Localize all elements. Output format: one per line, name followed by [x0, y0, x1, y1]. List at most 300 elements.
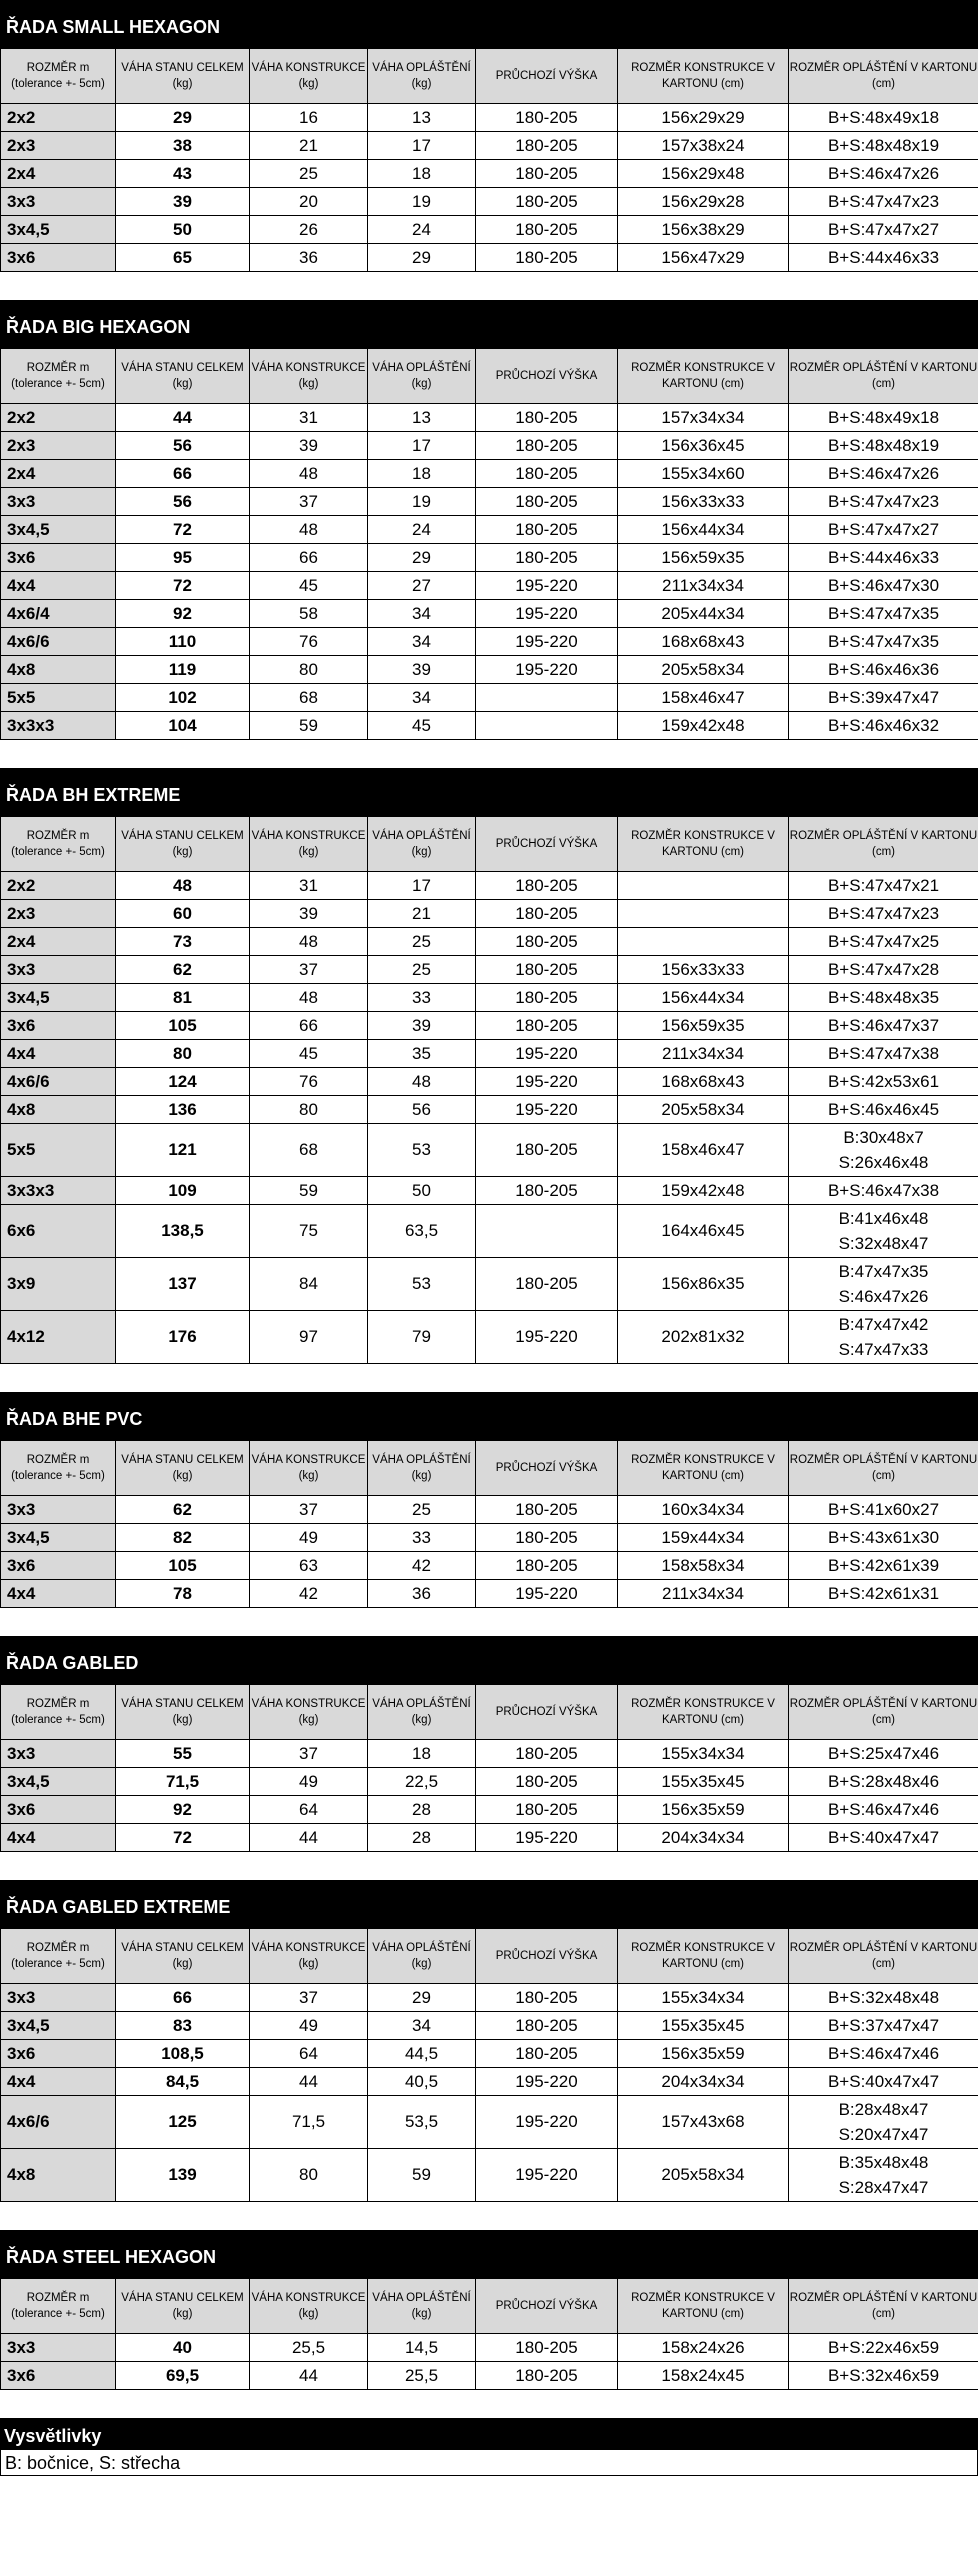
total-weight-cell: 81 [116, 984, 250, 1012]
cover-box-cell: B+S:47x47x23 [789, 188, 978, 216]
header-total-weight: VÁHA STANU CELKEM (kg) [116, 2279, 250, 2334]
table-row [1, 656, 978, 684]
header-height: PRŮCHOZÍ VÝŠKA [476, 1441, 618, 1496]
cover-box-line-sides: B:30x48x7 [843, 1128, 924, 1147]
header-cover-box: ROZMĚR OPLÁŠTĚNÍ V KARTONU (cm) [789, 1929, 978, 1984]
height-cell: 180-205 [476, 244, 618, 272]
total-weight-cell: 50 [116, 216, 250, 244]
table-row [1, 1068, 978, 1096]
cover-box-line-roof: S:28x47x47 [838, 2178, 929, 2197]
cover-box-cell: B+S:48x48x35 [789, 984, 978, 1012]
cover-weight-cell: 17 [368, 432, 476, 460]
frame-weight-cell: 44 [250, 2068, 368, 2096]
size-cell: 4x8 [1, 1096, 116, 1124]
size-cell: 3x3 [1, 1496, 116, 1524]
cover-weight-cell: 53 [368, 1258, 476, 1311]
frame-weight-cell: 84 [250, 1258, 368, 1311]
total-weight-cell: 109 [116, 1177, 250, 1205]
frame-box-cell: 156x29x29 [618, 104, 789, 132]
height-cell: 180-205 [476, 544, 618, 572]
height-cell: 195-220 [476, 628, 618, 656]
section-title: ŘADA GABLED [0, 1636, 978, 1684]
cover-box-cell: B+S:47x47x21 [789, 872, 978, 900]
header-cover-weight: VÁHA OPLÁŠTĚNÍ (kg) [368, 1441, 476, 1496]
header-height: PRŮCHOZÍ VÝŠKA [476, 49, 618, 104]
cover-box-cell: B+S:46x47x26 [789, 160, 978, 188]
header-row [1, 2279, 978, 2334]
cover-weight-cell: 29 [368, 544, 476, 572]
header-row [1, 49, 978, 104]
table-row [1, 1740, 978, 1768]
table-row [1, 2068, 978, 2096]
header-cover-weight: VÁHA OPLÁŠTĚNÍ (kg) [368, 49, 476, 104]
cover-box-cell: B+S:44x46x33 [789, 544, 978, 572]
header-total-weight: VÁHA STANU CELKEM (kg) [116, 817, 250, 872]
frame-weight-cell: 76 [250, 628, 368, 656]
table-row [1, 1258, 978, 1311]
header-row [1, 1685, 978, 1740]
total-weight-cell: 82 [116, 1524, 250, 1552]
cover-weight-cell: 34 [368, 684, 476, 712]
cover-weight-cell: 56 [368, 1096, 476, 1124]
frame-weight-cell: 36 [250, 244, 368, 272]
frame-box-cell [618, 900, 789, 928]
spec-table [0, 1684, 978, 1852]
frame-box-cell: 202x81x32 [618, 1311, 789, 1364]
cover-weight-cell: 53 [368, 1124, 476, 1177]
frame-weight-cell: 80 [250, 2149, 368, 2202]
cover-box-cell: B+S:46x46x36 [789, 656, 978, 684]
frame-box-cell: 156x44x34 [618, 516, 789, 544]
cover-box-cell: B+S:22x46x59 [789, 2334, 978, 2362]
table-row [1, 160, 978, 188]
frame-box-cell: 156x59x35 [618, 1012, 789, 1040]
frame-box-cell: 158x46x47 [618, 684, 789, 712]
frame-box-cell: 155x34x60 [618, 460, 789, 488]
cover-box-cell: B+S:43x61x30 [789, 1524, 978, 1552]
header-cover-weight: VÁHA OPLÁŠTĚNÍ (kg) [368, 349, 476, 404]
size-cell: 3x6 [1, 1796, 116, 1824]
cover-weight-cell: 17 [368, 132, 476, 160]
table-row [1, 1824, 978, 1852]
cover-box-cell: B+S:46x47x30 [789, 572, 978, 600]
frame-box-cell: 158x24x26 [618, 2334, 789, 2362]
header-row [1, 1441, 978, 1496]
cover-box-cell: B+S:46x46x32 [789, 712, 978, 740]
frame-box-cell: 160x34x34 [618, 1496, 789, 1524]
table-row [1, 1096, 978, 1124]
table-row [1, 544, 978, 572]
header-height: PRŮCHOZÍ VÝŠKA [476, 2279, 618, 2334]
table-row [1, 2149, 978, 2202]
size-cell: 4x6/6 [1, 628, 116, 656]
size-cell: 3x4,5 [1, 516, 116, 544]
frame-weight-cell: 26 [250, 216, 368, 244]
header-cover-box: ROZMĚR OPLÁŠTĚNÍ V KARTONU (cm) [789, 49, 978, 104]
legend [0, 2418, 978, 2476]
cover-box-cell: B+S:46x47x46 [789, 1796, 978, 1824]
frame-box-cell: 157x38x24 [618, 132, 789, 160]
frame-weight-cell: 58 [250, 600, 368, 628]
cover-box-cell: B+S:47x47x28 [789, 956, 978, 984]
header-frame-box: ROZMĚR KONSTRUKCE V KARTONU (cm) [618, 817, 789, 872]
total-weight-cell: 66 [116, 460, 250, 488]
total-weight-cell: 92 [116, 600, 250, 628]
cover-box-cell: B+S:40x47x47 [789, 2068, 978, 2096]
frame-weight-cell: 63 [250, 1552, 368, 1580]
height-cell: 195-220 [476, 1040, 618, 1068]
frame-weight-cell: 39 [250, 432, 368, 460]
cover-box-cell: B+S:47x47x27 [789, 216, 978, 244]
cover-weight-cell: 45 [368, 712, 476, 740]
cover-box-cell: B+S:32x48x48 [789, 1984, 978, 2012]
total-weight-cell: 105 [116, 1552, 250, 1580]
total-weight-cell: 137 [116, 1258, 250, 1311]
frame-box-cell: 156x47x29 [618, 244, 789, 272]
total-weight-cell: 44 [116, 404, 250, 432]
header-row [1, 817, 978, 872]
table-row [1, 2040, 978, 2068]
frame-weight-cell: 45 [250, 1040, 368, 1068]
total-weight-cell: 62 [116, 1496, 250, 1524]
cover-box-cell: B+S:48x49x18 [789, 404, 978, 432]
frame-box-cell: 156x35x59 [618, 2040, 789, 2068]
frame-weight-cell: 37 [250, 1496, 368, 1524]
size-cell: 3x3 [1, 188, 116, 216]
height-cell: 180-205 [476, 1496, 618, 1524]
frame-weight-cell: 48 [250, 928, 368, 956]
frame-box-cell: 204x34x34 [618, 1824, 789, 1852]
frame-box-cell: 156x33x33 [618, 488, 789, 516]
frame-weight-cell: 80 [250, 656, 368, 684]
total-weight-cell: 110 [116, 628, 250, 656]
header-cover-weight: VÁHA OPLÁŠTĚNÍ (kg) [368, 1685, 476, 1740]
frame-weight-cell: 21 [250, 132, 368, 160]
section [0, 300, 978, 740]
frame-weight-cell: 20 [250, 188, 368, 216]
table-row [1, 1552, 978, 1580]
size-cell: 2x2 [1, 404, 116, 432]
cover-weight-cell: 18 [368, 160, 476, 188]
spec-table [0, 816, 978, 1364]
frame-box-cell: 205x58x34 [618, 1096, 789, 1124]
size-cell: 4x8 [1, 656, 116, 684]
cover-box-line-roof: S:32x48x47 [838, 1234, 929, 1253]
frame-box-cell: 211x34x34 [618, 1040, 789, 1068]
size-cell: 3x6 [1, 544, 116, 572]
table-row [1, 2096, 978, 2149]
header-cover-box: ROZMĚR OPLÁŠTĚNÍ V KARTONU (cm) [789, 349, 978, 404]
header-size: ROZMĚR m (tolerance +- 5cm) [1, 1441, 116, 1496]
table-row [1, 2362, 978, 2390]
cover-weight-cell: 25 [368, 956, 476, 984]
frame-weight-cell: 66 [250, 1012, 368, 1040]
height-cell: 195-220 [476, 1580, 618, 1608]
cover-box-cell: B+S:46x46x45 [789, 1096, 978, 1124]
section-title: ŘADA BHE PVC [0, 1392, 978, 1440]
frame-weight-cell: 48 [250, 984, 368, 1012]
cover-weight-cell: 27 [368, 572, 476, 600]
cover-weight-cell: 36 [368, 1580, 476, 1608]
frame-box-cell [618, 872, 789, 900]
size-cell: 4x4 [1, 1040, 116, 1068]
frame-box-cell: 157x43x68 [618, 2096, 789, 2149]
total-weight-cell: 72 [116, 516, 250, 544]
frame-box-cell: 156x29x48 [618, 160, 789, 188]
size-cell: 4x6/4 [1, 600, 116, 628]
header-frame-weight: VÁHA KONSTRUKCE (kg) [250, 817, 368, 872]
size-cell: 3x3 [1, 956, 116, 984]
cover-box-cell: B+S:47x47x35 [789, 600, 978, 628]
cover-box-line-roof: S:46x47x26 [838, 1287, 929, 1306]
frame-box-cell: 157x34x34 [618, 404, 789, 432]
cover-box-line-sides: B:41x46x48 [838, 1209, 929, 1228]
total-weight-cell: 136 [116, 1096, 250, 1124]
height-cell: 180-205 [476, 1768, 618, 1796]
total-weight-cell: 80 [116, 1040, 250, 1068]
cover-box-line-roof: S:26x46x48 [838, 1153, 929, 1172]
header-height: PRŮCHOZÍ VÝŠKA [476, 1929, 618, 1984]
total-weight-cell: 108,5 [116, 2040, 250, 2068]
cover-weight-cell: 19 [368, 188, 476, 216]
frame-box-cell: 168x68x43 [618, 628, 789, 656]
cover-box-cell: B+S:39x47x47 [789, 684, 978, 712]
size-cell: 2x3 [1, 132, 116, 160]
frame-weight-cell: 45 [250, 572, 368, 600]
cover-box-cell: B+S:48x48x19 [789, 132, 978, 160]
frame-weight-cell: 68 [250, 684, 368, 712]
header-cover-weight: VÁHA OPLÁŠTĚNÍ (kg) [368, 2279, 476, 2334]
frame-weight-cell: 68 [250, 1124, 368, 1177]
frame-box-cell: 159x42x48 [618, 1177, 789, 1205]
section [0, 1636, 978, 1852]
cover-weight-cell: 29 [368, 244, 476, 272]
frame-weight-cell: 48 [250, 460, 368, 488]
table-row [1, 460, 978, 488]
header-row [1, 1929, 978, 1984]
section [0, 1392, 978, 1608]
size-cell: 3x4,5 [1, 1768, 116, 1796]
size-cell: 4x12 [1, 1311, 116, 1364]
header-size: ROZMĚR m (tolerance +- 5cm) [1, 2279, 116, 2334]
header-size: ROZMĚR m (tolerance +- 5cm) [1, 349, 116, 404]
frame-box-cell: 156x86x35 [618, 1258, 789, 1311]
cover-weight-cell: 25 [368, 1496, 476, 1524]
frame-weight-cell: 97 [250, 1311, 368, 1364]
height-cell: 195-220 [476, 2068, 618, 2096]
cover-weight-cell: 19 [368, 488, 476, 516]
total-weight-cell: 43 [116, 160, 250, 188]
frame-weight-cell: 44 [250, 2362, 368, 2390]
frame-weight-cell: 75 [250, 1205, 368, 1258]
height-cell: 180-205 [476, 2012, 618, 2040]
cover-weight-cell: 28 [368, 1824, 476, 1852]
frame-weight-cell: 25 [250, 160, 368, 188]
cover-box-cell: B+S:41x60x27 [789, 1496, 978, 1524]
header-cover-box: ROZMĚR OPLÁŠTĚNÍ V KARTONU (cm) [789, 817, 978, 872]
frame-weight-cell: 39 [250, 900, 368, 928]
total-weight-cell: 38 [116, 132, 250, 160]
frame-box-cell: 155x35x45 [618, 2012, 789, 2040]
cover-box-cell: B+S:47x47x23 [789, 900, 978, 928]
height-cell: 180-205 [476, 1552, 618, 1580]
size-cell: 2x3 [1, 432, 116, 460]
frame-box-cell: 156x44x34 [618, 984, 789, 1012]
table-row [1, 1984, 978, 2012]
cover-weight-cell: 42 [368, 1552, 476, 1580]
cover-weight-cell: 34 [368, 2012, 476, 2040]
table-row [1, 516, 978, 544]
size-cell: 5x5 [1, 684, 116, 712]
height-cell: 180-205 [476, 216, 618, 244]
table-row [1, 488, 978, 516]
cover-weight-cell: 39 [368, 656, 476, 684]
cover-weight-cell: 29 [368, 1984, 476, 2012]
table-row [1, 984, 978, 1012]
frame-weight-cell: 37 [250, 956, 368, 984]
size-cell: 3x4,5 [1, 2012, 116, 2040]
header-total-weight: VÁHA STANU CELKEM (kg) [116, 349, 250, 404]
cover-weight-cell: 40,5 [368, 2068, 476, 2096]
size-cell: 3x4,5 [1, 216, 116, 244]
frame-weight-cell: 25,5 [250, 2334, 368, 2362]
height-cell [476, 1205, 618, 1258]
cover-box-cell: B+S:37x47x47 [789, 2012, 978, 2040]
height-cell: 180-205 [476, 1796, 618, 1824]
table-row [1, 928, 978, 956]
cover-weight-cell: 25,5 [368, 2362, 476, 2390]
total-weight-cell: 138,5 [116, 1205, 250, 1258]
height-cell: 180-205 [476, 928, 618, 956]
frame-box-cell: 211x34x34 [618, 572, 789, 600]
height-cell: 180-205 [476, 2040, 618, 2068]
total-weight-cell: 73 [116, 928, 250, 956]
header-frame-weight: VÁHA KONSTRUKCE (kg) [250, 1929, 368, 1984]
cover-box-cell: B+S:46x47x37 [789, 1012, 978, 1040]
table-row [1, 216, 978, 244]
total-weight-cell: 102 [116, 684, 250, 712]
frame-box-cell: 158x58x34 [618, 1552, 789, 1580]
cover-box-line-sides: B:35x48x48 [838, 2153, 929, 2172]
size-cell: 2x3 [1, 900, 116, 928]
frame-weight-cell: 37 [250, 488, 368, 516]
frame-weight-cell: 31 [250, 872, 368, 900]
frame-box-cell: 158x24x45 [618, 2362, 789, 2390]
table-row [1, 900, 978, 928]
cover-box-cell: B+S:46x47x46 [789, 2040, 978, 2068]
cover-weight-cell: 35 [368, 1040, 476, 1068]
legend-title: Vysvětlivky [0, 2418, 978, 2450]
frame-box-cell: 168x68x43 [618, 1068, 789, 1096]
height-cell: 180-205 [476, 872, 618, 900]
cover-weight-cell: 33 [368, 984, 476, 1012]
cover-weight-cell: 18 [368, 460, 476, 488]
height-cell: 180-205 [476, 956, 618, 984]
total-weight-cell: 105 [116, 1012, 250, 1040]
height-cell: 195-220 [476, 2149, 618, 2202]
frame-weight-cell: 37 [250, 1984, 368, 2012]
total-weight-cell: 104 [116, 712, 250, 740]
size-cell: 2x4 [1, 160, 116, 188]
table-row [1, 1580, 978, 1608]
size-cell: 2x2 [1, 872, 116, 900]
size-cell: 3x6 [1, 1552, 116, 1580]
cover-box-cell: B+S:32x46x59 [789, 2362, 978, 2390]
table-row [1, 132, 978, 160]
frame-weight-cell: 31 [250, 404, 368, 432]
section [0, 2230, 978, 2390]
frame-box-cell: 159x42x48 [618, 712, 789, 740]
frame-weight-cell: 49 [250, 1768, 368, 1796]
cover-weight-cell: 34 [368, 628, 476, 656]
table-row [1, 1311, 978, 1364]
cover-weight-cell: 79 [368, 1311, 476, 1364]
frame-box-cell: 155x35x45 [618, 1768, 789, 1796]
header-cover-weight: VÁHA OPLÁŠTĚNÍ (kg) [368, 817, 476, 872]
cover-box-cell [789, 1205, 978, 1258]
cover-box-cell: B+S:47x47x35 [789, 628, 978, 656]
frame-box-cell: 156x35x59 [618, 1796, 789, 1824]
spec-table [0, 2278, 978, 2390]
cover-weight-cell: 17 [368, 872, 476, 900]
cover-weight-cell: 59 [368, 2149, 476, 2202]
table-row [1, 1524, 978, 1552]
header-size: ROZMĚR m (tolerance +- 5cm) [1, 49, 116, 104]
height-cell: 180-205 [476, 2334, 618, 2362]
frame-weight-cell: 71,5 [250, 2096, 368, 2149]
cover-weight-cell: 53,5 [368, 2096, 476, 2149]
frame-weight-cell: 76 [250, 1068, 368, 1096]
legend-text: B: bočnice, S: střecha [0, 2450, 978, 2476]
frame-box-cell: 164x46x45 [618, 1205, 789, 1258]
total-weight-cell: 72 [116, 572, 250, 600]
cover-weight-cell: 39 [368, 1012, 476, 1040]
cover-weight-cell: 18 [368, 1740, 476, 1768]
total-weight-cell: 95 [116, 544, 250, 572]
frame-weight-cell: 59 [250, 1177, 368, 1205]
frame-box-cell: 156x38x29 [618, 216, 789, 244]
size-cell: 3x3 [1, 1984, 116, 2012]
cover-weight-cell: 33 [368, 1524, 476, 1552]
height-cell: 180-205 [476, 132, 618, 160]
section-title: ŘADA SMALL HEXAGON [0, 0, 978, 48]
total-weight-cell: 121 [116, 1124, 250, 1177]
height-cell: 180-205 [476, 1177, 618, 1205]
spec-table [0, 48, 978, 272]
height-cell: 180-205 [476, 2362, 618, 2390]
total-weight-cell: 56 [116, 432, 250, 460]
header-size: ROZMĚR m (tolerance +- 5cm) [1, 1685, 116, 1740]
height-cell: 195-220 [476, 1096, 618, 1124]
header-frame-box: ROZMĚR KONSTRUKCE V KARTONU (cm) [618, 2279, 789, 2334]
frame-box-cell: 205x58x34 [618, 656, 789, 684]
header-frame-box: ROZMĚR KONSTRUKCE V KARTONU (cm) [618, 349, 789, 404]
size-cell: 3x4,5 [1, 984, 116, 1012]
section [0, 768, 978, 1364]
cover-weight-cell: 13 [368, 104, 476, 132]
size-cell: 3x9 [1, 1258, 116, 1311]
header-frame-weight: VÁHA KONSTRUKCE (kg) [250, 1685, 368, 1740]
header-total-weight: VÁHA STANU CELKEM (kg) [116, 1929, 250, 1984]
spec-table [0, 1928, 978, 2202]
header-cover-weight: VÁHA OPLÁŠTĚNÍ (kg) [368, 1929, 476, 1984]
section-title: ŘADA GABLED EXTREME [0, 1880, 978, 1928]
frame-box-cell: 204x34x34 [618, 2068, 789, 2096]
header-size: ROZMĚR m (tolerance +- 5cm) [1, 817, 116, 872]
cover-box-cell [789, 2096, 978, 2149]
cover-box-cell: B+S:42x61x39 [789, 1552, 978, 1580]
frame-box-cell [618, 928, 789, 956]
